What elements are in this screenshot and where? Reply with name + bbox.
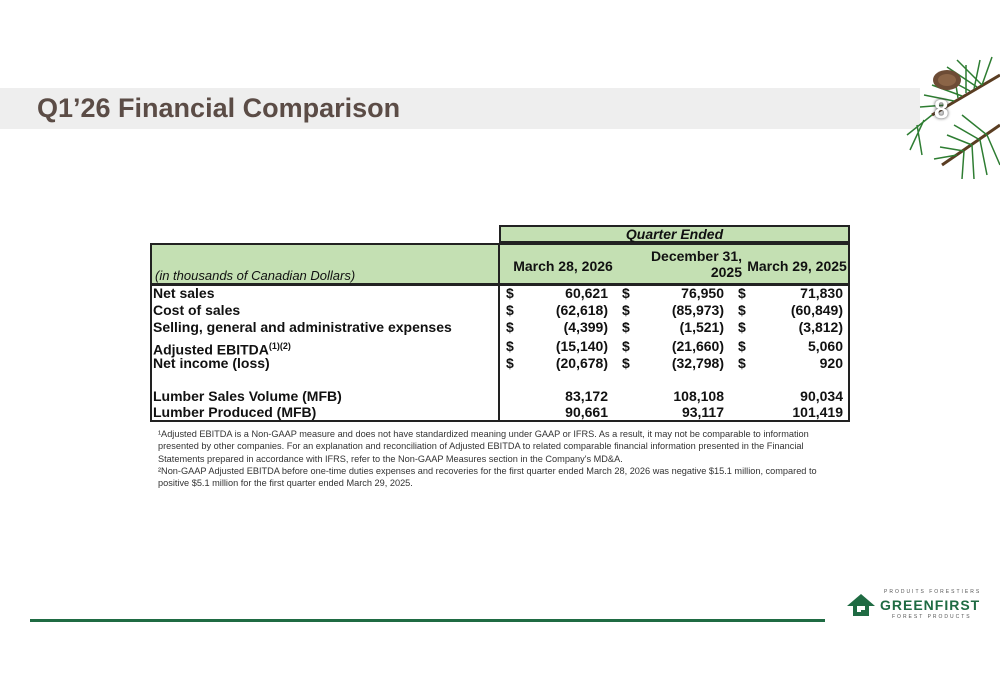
currency-symbol: $ [506,319,514,335]
value-mar-2025: 920 [819,355,843,371]
currency-symbol: $ [506,302,514,318]
value-dec-2025: (85,973) [671,302,724,318]
financial-table [150,225,850,422]
table-row [150,319,850,336]
value-mar-2025: (60,849) [790,302,843,318]
value-mar-2026: 60,621 [565,285,608,301]
table-row [150,338,850,358]
currency-symbol: $ [506,355,514,371]
value-mar-2026: (15,140) [555,338,608,354]
footnote-1: ¹Adjusted EBITDA is a Non-GAAP measure and does not have standardized meaning under GAAP or IFRS. As a result, it may not be comparable to information presented by other companies. For an explanation and reconciliation of Adjusted EBITDA to related comparable financial information presented in the Financial Statements prepared in accordance with IFRS, refer to the Non-GAAP Measures section in the Company's MD&A. [158,429,809,464]
currency-symbol: $ [622,355,630,371]
greenfirst-logo-icon [845,592,877,618]
column-header-mar-2026: March 28, 2026 [513,258,613,274]
table-row [150,285,850,302]
row-label: Net sales [153,285,215,301]
value-mar-2025: (3,812) [798,319,843,335]
table-row [150,388,850,405]
row-label-text: Adjusted EBITDA [153,341,269,358]
currency-symbol: $ [622,319,630,335]
value-dec-2025: (32,798) [671,355,724,371]
footnotes [158,428,848,489]
value-dec-2025: (1,521) [679,319,724,335]
value-mar-2026: (20,678) [555,355,608,371]
logo-top-text: PRODUITS FORESTIERS [884,589,982,595]
currency-symbol: $ [506,285,514,301]
column-header-mar-2025: March 29, 2025 [747,258,847,274]
value-mar-2025: 101,419 [792,404,843,420]
bottom-rule [30,619,825,622]
currency-symbol: $ [738,338,746,354]
logo-brand-name: GREENFIRST [880,597,981,613]
table-row [150,302,850,319]
currency-symbol: $ [738,302,746,318]
currency-symbol: $ [622,285,630,301]
row-label: Cost of sales [153,302,241,318]
table-row [150,355,850,372]
value-mar-2025: 5,060 [807,338,843,354]
value-dec-2025: 93,117 [681,404,724,420]
units-label: (in thousands of Canadian Dollars) [155,268,356,283]
table-row [150,404,850,421]
row-label: Net income (loss) [153,355,270,371]
currency-symbol: $ [738,285,746,301]
row-label: Lumber Produced (MFB) [153,404,317,420]
value-mar-2026: (62,618) [555,302,608,318]
logo-bottom-text: FOREST PRODUCTS [892,614,972,620]
value-mar-2025: 71,830 [800,285,843,301]
column-header-dec-2025-line1: December 31, [650,248,742,264]
pine-branch-decoration [862,55,1000,180]
currency-symbol: $ [738,355,746,371]
page-number: 8 [934,94,949,124]
slide-title: Q1’26 Financial Comparison [37,93,401,123]
footnote-2: ²Non-GAAP Adjusted EBITDA before one-time duties expenses and recoveries for the first quarter ended March 28, 2026 was negative $15.1 million, compared to positive $5.1 million for the first quarter ended March 29, 2025. [158,465,817,489]
row-label: Lumber Sales Volume (MFB) [153,388,342,404]
currency-symbol: $ [506,338,514,354]
column-header-dec-2025 [622,248,742,280]
currency-symbol: $ [622,302,630,318]
value-mar-2026: 90,661 [565,404,608,420]
footnote-ref: (1)(2) [268,341,291,351]
column-header-dec-2025-line2: 2025 [710,264,742,280]
table-header-row [150,243,850,285]
value-dec-2025: (21,660) [671,338,724,354]
value-dec-2025: 76,950 [681,285,724,301]
value-mar-2026: 83,172 [565,388,608,404]
value-dec-2025: 108,108 [673,388,724,404]
row-label: Selling, general and administrative expenses [153,319,452,335]
currency-symbol: $ [738,319,746,335]
value-mar-2026: (4,399) [563,319,608,335]
currency-symbol: $ [622,338,630,354]
quarter-ended-header: Quarter Ended [499,225,850,243]
value-mar-2025: 90,034 [800,388,843,404]
